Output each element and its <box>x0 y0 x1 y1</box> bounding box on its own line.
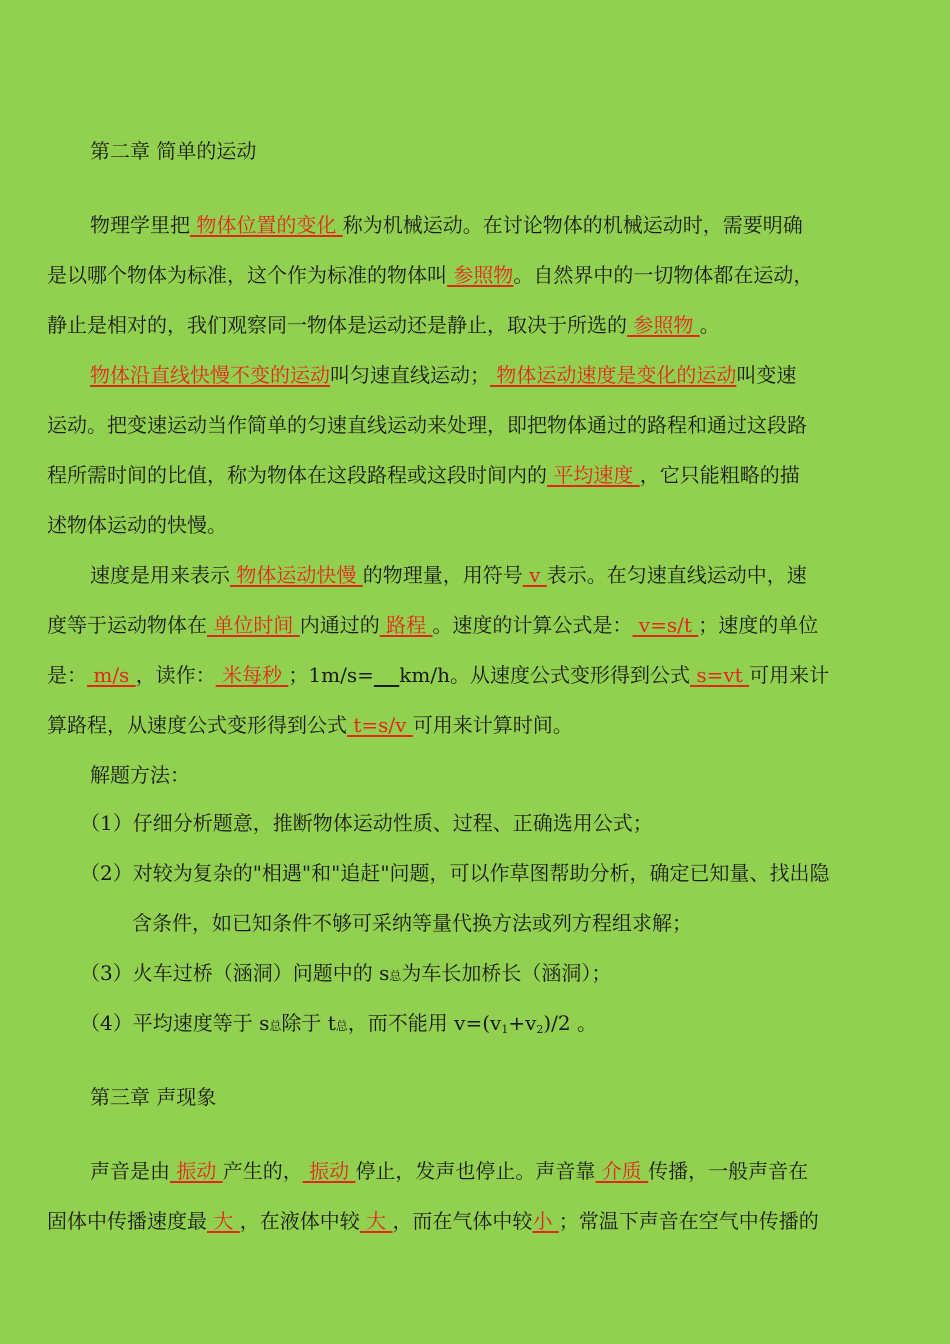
answer-blank: 物体运动速度是变化的运动 <box>490 363 737 387</box>
answer-blank: s=vt <box>690 663 750 687</box>
answer-blank: 大 <box>359 1209 393 1233</box>
method-item-3 <box>80 960 611 989</box>
text-run: ；速度的单位 <box>698 613 819 637</box>
text-run: 是： <box>47 663 87 687</box>
subscript-total: 总 <box>389 969 402 983</box>
method-number: （4） <box>80 1011 133 1035</box>
ch2-p1-line2 <box>47 262 813 288</box>
answer-blank: 小 <box>532 1209 559 1233</box>
text-run: 度等于运动物体在 <box>47 613 207 637</box>
method-item-2 <box>80 860 830 886</box>
text-run: 传播，一般声音在 <box>648 1159 809 1183</box>
ch3-p1-line2 <box>47 1208 819 1234</box>
subscript-2: 2 <box>536 1023 544 1036</box>
chapter2-heading <box>90 138 256 164</box>
answer-blank: m/s <box>87 663 136 687</box>
ch3-p1-line1 <box>90 1158 808 1184</box>
text-run: 运动。把变速运动当作简单的匀速直线运动来处理，即把物体通过的路程和通过这段路 <box>47 413 807 437</box>
text-run: ，读作： <box>135 663 216 687</box>
answer-blank: 大 <box>207 1209 240 1233</box>
answer-blank: 物体沿直线快慢不变的运动 <box>90 363 330 387</box>
method-number: （2） <box>80 861 133 885</box>
ch2-p1-line1 <box>90 212 803 238</box>
text-run: ；1m/s= <box>288 663 374 687</box>
answer-blank: 平均速度 <box>547 463 640 487</box>
method-text: +v <box>508 1011 537 1035</box>
methods-title-text: 解题方法： <box>90 763 190 787</box>
method-text: 除于 t <box>281 1011 336 1035</box>
methods-title <box>90 762 190 788</box>
answer-blank: 振动 <box>170 1159 223 1183</box>
subscript-total: 总 <box>269 1019 282 1033</box>
text-run: 声音是由 <box>90 1159 170 1183</box>
answer-blank: t=s/v <box>347 713 413 737</box>
answer-blank: 米每秒 <box>215 663 289 687</box>
ch2-p3-line2 <box>47 612 818 638</box>
text-run: 叫匀速直线运动； <box>330 363 490 387</box>
method-text: 含条件，如已知条件不够可采纳等量代换方法或列方程组求解； <box>132 911 692 935</box>
text-run: 。自然界中的一切物体都在运动， <box>513 263 814 287</box>
ch2-p2-line4 <box>47 512 227 538</box>
answer-blank: 物体运动快慢 <box>230 563 363 587</box>
text-run: 述物体运动的快慢。 <box>47 513 227 537</box>
text-run: 停止，发声也停止。声音靠 <box>355 1159 596 1183</box>
answer-blank: v <box>522 563 547 587</box>
answer-blank: 单位时间 <box>207 613 300 637</box>
text-run: 速度是用来表示 <box>90 563 230 587</box>
ch2-p3-line4 <box>47 712 573 738</box>
method-number: （3） <box>80 961 133 985</box>
ch2-p1-line3 <box>47 312 720 338</box>
text-run: 。 <box>699 313 720 337</box>
subscript-total: 总 <box>335 1019 348 1033</box>
text-run: 可用来计 <box>749 663 830 687</box>
method-item-4 <box>80 1010 597 1039</box>
chapter3-heading <box>90 1084 216 1110</box>
empty-blank <box>374 663 399 687</box>
text-run: 的物理量，用符号 <box>362 563 523 587</box>
chapter3-heading-text: 第三章 声现象 <box>90 1085 217 1109</box>
text-run: ，而在气体中较 <box>392 1209 533 1233</box>
text-run: 可用来计算时间。 <box>412 713 573 737</box>
method-text: ，而不能用 v=(v <box>347 1011 502 1035</box>
text-run: 物理学里把 <box>90 213 190 237</box>
ch2-p2-line2 <box>47 412 807 438</box>
method-item-2-cont <box>132 910 692 936</box>
method-item-1 <box>80 810 653 836</box>
method-text: 仔细分析题意，推断物体运动性质、过程、正确选用公式； <box>132 811 653 835</box>
text-run: 固体中传播速度最 <box>47 1209 207 1233</box>
method-text: 为车长加桥长（涵洞）； <box>401 961 612 985</box>
subscript-1: 1 <box>501 1023 509 1036</box>
text-run: ；常温下声音在空气中传播的 <box>558 1209 819 1233</box>
ch2-p2-line1 <box>90 362 796 388</box>
method-text: )/2 。 <box>543 1011 597 1035</box>
answer-blank: 参照物 <box>447 263 514 287</box>
answer-blank: 介质 <box>595 1159 649 1183</box>
method-number: （1） <box>80 811 133 835</box>
method-text: 平均速度等于 s <box>132 1011 270 1035</box>
text-run: 。速度的计算公式是： <box>432 613 633 637</box>
answer-blank: 物体位置的变化 <box>190 213 343 237</box>
answer-blank: 振动 <box>302 1159 356 1183</box>
answer-blank: 路程 <box>379 613 433 637</box>
text-run: km/h。从速度公式变形得到公式 <box>399 663 690 687</box>
answer-blank: v=s/t <box>632 613 699 637</box>
text-run: 表示。在匀速直线运动中，速 <box>546 563 807 587</box>
text-run: ，在液体中较 <box>239 1209 360 1233</box>
method-text: 对较为复杂的"相遇"和"追赶"问题，可以作草图帮助分析，确定已知量、找出隐 <box>132 861 830 885</box>
chapter2-heading-text: 第二章 简单的运动 <box>90 139 257 163</box>
method-text: 火车过桥（涵洞）问题中的 s <box>132 961 390 985</box>
text-run: ，它只能粗略的描 <box>639 463 800 487</box>
answer-blank: 参照物 <box>627 313 700 337</box>
ch2-p3-line1 <box>90 562 807 588</box>
text-run: 是以哪个物体为标准，这个作为标准的物体叫 <box>47 263 447 287</box>
text-run: 程所需时间的比值，称为物体在这段路程或这段时间内的 <box>47 463 547 487</box>
text-run: 叫变速 <box>736 363 797 387</box>
text-run: 产生的， <box>222 1159 303 1183</box>
text-run: 内通过的 <box>299 613 380 637</box>
text-run: 算路程，从速度公式变形得到公式 <box>47 713 347 737</box>
text-run: 称为机械运动。在讨论物体的机械运动时，需要明确 <box>342 213 803 237</box>
ch2-p3-line3 <box>47 662 829 688</box>
ch2-p2-line3 <box>47 462 800 488</box>
text-run: 静止是相对的，我们观察同一物体是运动还是静止，取决于所选的 <box>47 313 627 337</box>
